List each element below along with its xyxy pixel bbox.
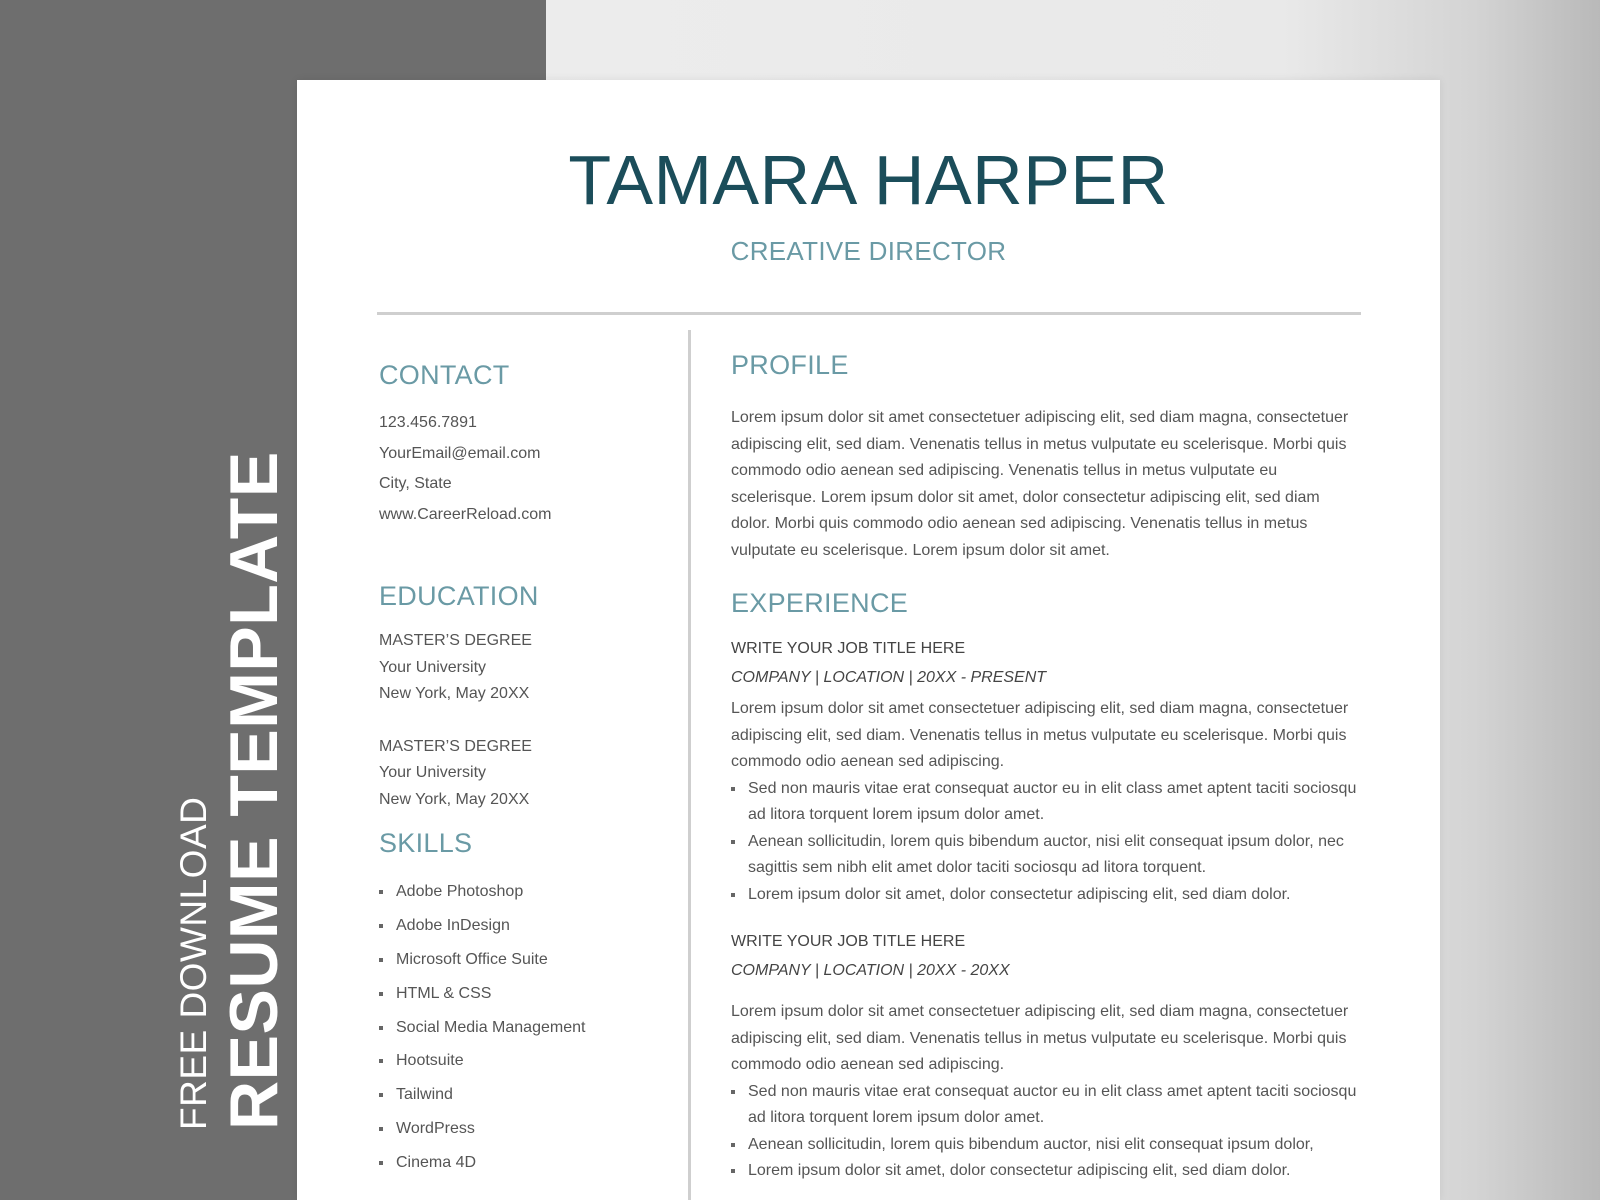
education-school: Your University (379, 764, 487, 782)
skill-item (379, 1085, 679, 1119)
bullet-icon (379, 958, 383, 962)
bullet-icon (379, 1093, 383, 1097)
job-entry (731, 932, 1361, 1185)
bullet-icon (379, 1161, 383, 1165)
contact-location: City, State (379, 475, 452, 493)
education-entry (379, 737, 679, 817)
job-description: Lorem ipsum dolor sit amet consectetuer adipiscing elit, sed diam magna, consectetuer adipiscing elit, sed diam. Venenatis tellus in metus vulputate eu scelerisque. Morbi quis commodo odio aenean sed adipiscing. (731, 700, 1349, 770)
job-title: WRITE YOUR JOB TITLE HERE (731, 933, 966, 950)
bullet-icon (731, 893, 735, 897)
skill-label: Hootsuite (396, 1052, 464, 1070)
banner-free-download: FREE DOWNLOAD (173, 796, 214, 1130)
job-meta: COMPANY | LOCATION | 20XX - PRESENT (731, 669, 1047, 686)
job-bullet (731, 1158, 1361, 1185)
bullet-icon (379, 1026, 383, 1030)
skill-item (379, 882, 679, 916)
skill-item (379, 1153, 679, 1187)
bullet-icon (379, 992, 383, 996)
job-bullet-text: Sed non mauris vitae erat consequat auctor eu in elit class amet aptent taciti sociosqu ad litora torquent lorem ipsum dolor amet. (748, 779, 1357, 823)
skill-label: Adobe InDesign (396, 917, 510, 935)
job-bullets (731, 1079, 1361, 1185)
education-entry (379, 631, 679, 711)
contact-list (379, 413, 679, 535)
bullet-icon (731, 787, 735, 791)
skill-item (379, 950, 679, 984)
skill-label: Tailwind (396, 1086, 453, 1104)
skills-heading: SKILLS (379, 828, 473, 859)
education-spacer (379, 711, 679, 737)
job-bullet-text: Aenean sollicitudin, lorem quis bibendum auctor, nisi elit consequat ipsum dolor, nec sagittis sem nibh elit amet dolor taciti sociosqu ad litora torquent. (748, 832, 1344, 876)
job-title: WRITE YOUR JOB TITLE HERE (731, 640, 966, 657)
skills-list (379, 882, 679, 1186)
skill-label: Microsoft Office Suite (396, 950, 548, 968)
bullet-icon (379, 1127, 383, 1131)
education-school: Your University (379, 658, 487, 676)
job-bullet (731, 1132, 1361, 1159)
bullet-icon (379, 1059, 383, 1063)
experience-heading: EXPERIENCE (731, 588, 909, 618)
bullet-icon (731, 1143, 735, 1147)
resume-name: TAMARA HARPER (568, 141, 1169, 219)
skill-label: Cinema 4D (396, 1153, 477, 1171)
right-column (731, 350, 1361, 1185)
contact-heading: CONTACT (379, 360, 510, 390)
bullet-icon (379, 890, 383, 894)
resume-job-title: CREATIVE DIRECTOR (730, 236, 1007, 266)
job-bullet (731, 776, 1361, 829)
skill-item (379, 1119, 679, 1153)
skill-item (379, 1051, 679, 1085)
skill-item (379, 916, 679, 950)
job-bullet (731, 882, 1361, 909)
bullet-icon (731, 1169, 735, 1173)
left-column (379, 360, 679, 1187)
job-bullet-text: Lorem ipsum dolor sit amet, dolor consectetur adipiscing elit, sed diam dolor. (748, 885, 1291, 903)
job-bullet (731, 1079, 1361, 1132)
skill-item (379, 1018, 679, 1052)
education-degree: MASTER’S DEGREE (379, 632, 532, 650)
contact-phone: 123.456.7891 (379, 414, 477, 431)
contact-email: YourEmail@email.com (379, 444, 541, 462)
skill-label: HTML & CSS (396, 984, 492, 1002)
banner-resume-template: RESUME TEMPLATE (216, 451, 292, 1130)
job-bullet-text: Lorem ipsum dolor sit amet, dolor consectetur adipiscing elit, sed diam dolor. (748, 1162, 1291, 1179)
education-place-date: New York, May 20XX (379, 685, 530, 703)
header-divider (377, 312, 1361, 315)
contact-website: www.CareerReload.com (379, 505, 552, 523)
profile-text: Lorem ipsum dolor sit amet consectetuer adipiscing elit, sed diam magna, consectetuer adipiscing elit, sed diam. Venenatis tellus in metus vulputate eu scelerisque. Morbi quis commodo odio aenean sed adipiscing. Venenatis tellus in metus vulputate eu scelerisque. Lorem ipsum dolor sit amet, dolor consectetur adipiscing elit, sed diam dolor. Morbi quis commodo odio aenean sed adipiscing. Venenatis tellus in metus vulputate eu scelerisque. Lorem ipsum dolor sit amet. (731, 409, 1349, 559)
bullet-icon (379, 924, 383, 928)
education-degree: MASTER’S DEGREE (379, 737, 532, 755)
resume-page (297, 80, 1440, 1200)
education-place-date: New York, May 20XX (379, 790, 530, 808)
skill-label: Social Media Management (396, 1018, 586, 1036)
education-heading: EDUCATION (379, 581, 539, 612)
job-bullets (731, 776, 1361, 909)
bullet-icon (731, 1090, 735, 1094)
bullet-icon (731, 840, 735, 844)
job-entry (731, 639, 1361, 908)
profile-heading: PROFILE (731, 350, 849, 380)
job-bullet-text: Aenean sollicitudin, lorem quis bibendum auctor, nisi elit consequat ipsum dolor, (748, 1135, 1314, 1153)
skill-item (379, 984, 679, 1018)
job-bullet-text: Sed non mauris vitae erat consequat auctor eu in elit class amet aptent taciti sociosqu ad litora torquent lorem ipsum dolor amet. (748, 1082, 1357, 1126)
job-bullet (731, 829, 1361, 882)
skill-label: WordPress (396, 1119, 475, 1137)
skill-label: Adobe Photoshop (396, 883, 524, 901)
job-description: Lorem ipsum dolor sit amet consectetuer adipiscing elit, sed diam magna, consectetuer adipiscing elit, sed diam. Venenatis tellus in metus vulputate eu scelerisque. Morbi quis commodo odio aenean sed adipiscing. (731, 1003, 1349, 1073)
column-divider (688, 330, 691, 1200)
job-meta: COMPANY | LOCATION | 20XX - 20XX (731, 962, 1010, 979)
